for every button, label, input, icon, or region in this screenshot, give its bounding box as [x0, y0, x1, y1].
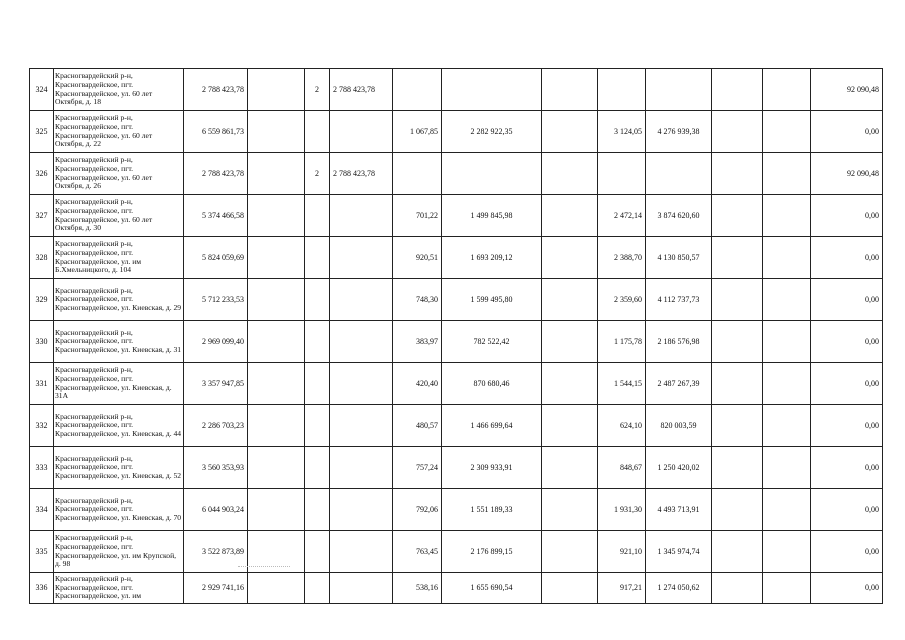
cell-col-8 [542, 447, 598, 489]
cell-col-8 [542, 573, 598, 604]
cell-col-3 [248, 321, 305, 363]
table-row [30, 573, 883, 604]
address-cell: Красногвардейский р-н, Красногвардейское, пгт. Красногвардейское, ул. Киевская, д. 52 [54, 447, 184, 489]
cell-col-8 [542, 153, 598, 195]
table-row [30, 363, 883, 405]
cell-col-8 [542, 111, 598, 153]
cell-col-12 [763, 69, 811, 111]
cell-col-7: 782 522,42 [442, 321, 542, 363]
cell-col-11 [712, 573, 763, 604]
table-body [30, 69, 883, 604]
cell-col-12 [763, 195, 811, 237]
cell-col-12 [763, 447, 811, 489]
cell-col-5 [330, 405, 393, 447]
cell-col-10: 1 345 974,74 [646, 531, 712, 573]
cell-col-6: 763,45 [393, 531, 442, 573]
cell-col-11 [712, 195, 763, 237]
cell-col-9: 2 388,70 [598, 237, 646, 279]
total-cost-cell: 3 522 873,89 [184, 531, 248, 573]
total-cost-cell: 6 559 861,73 [184, 111, 248, 153]
cell-col-3 [248, 573, 305, 604]
cell-col-6: 792,06 [393, 489, 442, 531]
cell-col-7: 2 282 922,35 [442, 111, 542, 153]
cell-col-13: 0,00 [811, 405, 883, 447]
cell-col-6: 748,30 [393, 279, 442, 321]
cell-col-10: 2 186 576,98 [646, 321, 712, 363]
cell-col-7: 2 176 899,15 [442, 531, 542, 573]
cell-col-8 [542, 363, 598, 405]
cell-col-4 [305, 573, 330, 604]
cell-col-12 [763, 237, 811, 279]
cell-col-8 [542, 237, 598, 279]
cell-col-5 [330, 195, 393, 237]
cell-col-5 [330, 531, 393, 573]
cell-col-3 [248, 237, 305, 279]
address-cell: Красногвардейский р-н, Красногвардейское, пгт. Красногвардейское, ул. Киевская, д. 70 [54, 489, 184, 531]
cell-col-12 [763, 489, 811, 531]
cell-col-12 [763, 531, 811, 573]
cell-col-13: 0,00 [811, 111, 883, 153]
cell-col-4 [305, 531, 330, 573]
cell-col-9 [598, 153, 646, 195]
cell-col-11 [712, 489, 763, 531]
cell-col-13: 0,00 [811, 195, 883, 237]
cell-col-10: 3 874 620,60 [646, 195, 712, 237]
total-cost-cell: 3 560 353,93 [184, 447, 248, 489]
cell-col-5 [330, 279, 393, 321]
cell-col-8 [542, 531, 598, 573]
cell-col-10: 4 276 939,38 [646, 111, 712, 153]
cell-col-12 [763, 279, 811, 321]
cell-col-9 [598, 69, 646, 111]
table-row [30, 195, 883, 237]
cell-col-4 [305, 195, 330, 237]
address-cell: Красногвардейский р-н, Красногвардейское, пгт. Красногвардейское, ул. Киевская, д. 31 [54, 321, 184, 363]
cell-col-6 [393, 153, 442, 195]
cell-col-11 [712, 69, 763, 111]
address-cell: Красногвардейский р-н, Красногвардейское, пгт. Красногвардейское, ул. им Б.Хмельницкого, д. 104 [54, 237, 184, 279]
cell-col-8 [542, 195, 598, 237]
cell-col-13: 0,00 [811, 237, 883, 279]
address-cell: Красногвардейский р-н, Красногвардейское, пгт. Красногвардейское, ул. 60 лет Октября, д. 30 [54, 195, 184, 237]
cell-col-9: 2 472,14 [598, 195, 646, 237]
cell-col-13: 0,00 [811, 279, 883, 321]
cell-col-11 [712, 237, 763, 279]
cell-col-9: 3 124,05 [598, 111, 646, 153]
row-number: 328 [30, 237, 54, 279]
cell-col-13: 0,00 [811, 489, 883, 531]
cell-col-12 [763, 153, 811, 195]
cell-col-4: 2 [305, 69, 330, 111]
cell-col-11 [712, 153, 763, 195]
cell-col-6: 480,57 [393, 405, 442, 447]
cell-col-5 [330, 447, 393, 489]
address-cell: Красногвардейский р-н, Красногвардейское, пгт. Красногвардейское, ул. им Крупской, д. 98 [54, 531, 184, 573]
cell-col-13: 0,00 [811, 573, 883, 604]
total-cost-cell: 3 357 947,85 [184, 363, 248, 405]
cell-col-12 [763, 405, 811, 447]
cell-col-9: 1 175,78 [598, 321, 646, 363]
row-number: 326 [30, 153, 54, 195]
cell-col-12 [763, 321, 811, 363]
cell-col-6 [393, 69, 442, 111]
table-row [30, 237, 883, 279]
cell-col-11 [712, 111, 763, 153]
address-cell: Красногвардейский р-н, Красногвардейское, пгт. Красногвардейское, ул. Киевская, д. 44 [54, 405, 184, 447]
cell-col-13: 0,00 [811, 363, 883, 405]
total-cost-cell: 2 286 703,23 [184, 405, 248, 447]
cell-col-11 [712, 447, 763, 489]
cell-col-9: 1 931,30 [598, 489, 646, 531]
cell-col-9: 2 359,60 [598, 279, 646, 321]
total-cost-cell: 2 929 741,16 [184, 573, 248, 604]
cell-col-9: 1 544,15 [598, 363, 646, 405]
cell-col-3 [248, 153, 305, 195]
cell-col-6: 538,16 [393, 573, 442, 604]
cell-col-12 [763, 363, 811, 405]
table-row [30, 321, 883, 363]
total-cost-cell: 5 712 233,53 [184, 279, 248, 321]
cell-col-5 [330, 111, 393, 153]
table-row [30, 153, 883, 195]
total-cost-cell: 6 044 903,24 [184, 489, 248, 531]
cell-col-4 [305, 447, 330, 489]
cell-col-10: 1 274 050,62 [646, 573, 712, 604]
cell-col-9: 921,10 [598, 531, 646, 573]
cell-col-10: 4 130 850,57 [646, 237, 712, 279]
cell-col-8 [542, 69, 598, 111]
cell-col-10: 820 003,59 [646, 405, 712, 447]
cell-col-12 [763, 573, 811, 604]
cell-col-7: 1 655 690,54 [442, 573, 542, 604]
table-row [30, 447, 883, 489]
row-number: 335 [30, 531, 54, 573]
cell-col-4 [305, 279, 330, 321]
cell-col-11 [712, 531, 763, 573]
cell-col-7: 1 466 699,64 [442, 405, 542, 447]
address-cell: Красногвардейский р-н, Красногвардейское, пгт. Красногвардейское, ул. 60 лет Октября, д. 22 [54, 111, 184, 153]
cell-col-9: 624,10 [598, 405, 646, 447]
cell-col-10: 2 487 267,39 [646, 363, 712, 405]
cell-col-11 [712, 405, 763, 447]
cell-col-10 [646, 69, 712, 111]
address-cell: Красногвардейский р-н, Красногвардейское, пгт. Красногвардейское, ул. Киевская, д. 31А [54, 363, 184, 405]
cell-col-5 [330, 573, 393, 604]
total-cost-cell: 5 824 059,69 [184, 237, 248, 279]
table-row [30, 489, 883, 531]
cell-col-3 [248, 489, 305, 531]
cell-col-3 [248, 111, 305, 153]
table-row [30, 69, 883, 111]
row-number: 327 [30, 195, 54, 237]
cell-col-3 [248, 363, 305, 405]
cell-col-13: 0,00 [811, 447, 883, 489]
cell-col-7: 2 309 933,91 [442, 447, 542, 489]
table-row [30, 405, 883, 447]
faint-mark [238, 566, 290, 570]
row-number: 330 [30, 321, 54, 363]
cell-col-7 [442, 153, 542, 195]
data-table [29, 68, 883, 604]
cell-col-8 [542, 321, 598, 363]
cell-col-10 [646, 153, 712, 195]
cell-col-13: 0,00 [811, 531, 883, 573]
table-row [30, 531, 883, 573]
cell-col-11 [712, 321, 763, 363]
row-number: 324 [30, 69, 54, 111]
cell-col-6: 420,40 [393, 363, 442, 405]
table-row [30, 111, 883, 153]
cell-col-10: 4 493 713,91 [646, 489, 712, 531]
cell-col-5 [330, 237, 393, 279]
row-number: 332 [30, 405, 54, 447]
cell-col-4 [305, 321, 330, 363]
cell-col-3 [248, 69, 305, 111]
total-cost-cell: 5 374 466,58 [184, 195, 248, 237]
cell-col-7: 1 551 189,33 [442, 489, 542, 531]
cell-col-5: 2 788 423,78 [330, 69, 393, 111]
cell-col-13: 92 090,48 [811, 69, 883, 111]
address-cell: Красногвардейский р-н, Красногвардейское, пгт. Красногвардейское, ул. 60 лет Октября, д. 26 [54, 153, 184, 195]
cell-col-3 [248, 447, 305, 489]
cell-col-4 [305, 237, 330, 279]
cell-col-4 [305, 111, 330, 153]
cell-col-5: 2 788 423,78 [330, 153, 393, 195]
cell-col-13: 92 090,48 [811, 153, 883, 195]
cell-col-4 [305, 363, 330, 405]
cell-col-8 [542, 405, 598, 447]
address-cell: Красногвардейский р-н, Красногвардейское, пгт. Красногвардейское, ул. 60 лет Октября, д. 18 [54, 69, 184, 111]
cell-col-10: 4 112 737,73 [646, 279, 712, 321]
row-number: 334 [30, 489, 54, 531]
cell-col-6: 1 067,85 [393, 111, 442, 153]
cell-col-3 [248, 279, 305, 321]
cell-col-13: 0,00 [811, 321, 883, 363]
cell-col-6: 383,97 [393, 321, 442, 363]
row-number: 329 [30, 279, 54, 321]
row-number: 331 [30, 363, 54, 405]
cell-col-5 [330, 489, 393, 531]
total-cost-cell: 2 788 423,78 [184, 153, 248, 195]
cell-col-10: 1 250 420,02 [646, 447, 712, 489]
cell-col-4 [305, 489, 330, 531]
address-cell: Красногвардейский р-н, Красногвардейское, пгт. Красногвардейское, ул. Киевская, д. 29 [54, 279, 184, 321]
cell-col-11 [712, 363, 763, 405]
cell-col-4: 2 [305, 153, 330, 195]
cell-col-3 [248, 195, 305, 237]
cell-col-9: 848,67 [598, 447, 646, 489]
cell-col-8 [542, 279, 598, 321]
cell-col-6: 701,22 [393, 195, 442, 237]
cell-col-7: 870 680,46 [442, 363, 542, 405]
cell-col-12 [763, 111, 811, 153]
row-number: 336 [30, 573, 54, 604]
address-cell: Красногвардейский р-н, Красногвардейское, пгт. Красногвардейское, ул. им [54, 573, 184, 604]
cell-col-5 [330, 363, 393, 405]
total-cost-cell: 2 969 099,40 [184, 321, 248, 363]
total-cost-cell: 2 788 423,78 [184, 69, 248, 111]
cell-col-5 [330, 321, 393, 363]
row-number: 333 [30, 447, 54, 489]
cell-col-7 [442, 69, 542, 111]
row-number: 325 [30, 111, 54, 153]
cell-col-7: 1 499 845,98 [442, 195, 542, 237]
table-row [30, 279, 883, 321]
cell-col-3 [248, 405, 305, 447]
cell-col-6: 757,24 [393, 447, 442, 489]
cell-col-11 [712, 279, 763, 321]
cell-col-8 [542, 489, 598, 531]
cell-col-7: 1 693 209,12 [442, 237, 542, 279]
cell-col-4 [305, 405, 330, 447]
cell-col-6: 920,51 [393, 237, 442, 279]
cell-col-7: 1 599 495,80 [442, 279, 542, 321]
cell-col-9: 917,21 [598, 573, 646, 604]
